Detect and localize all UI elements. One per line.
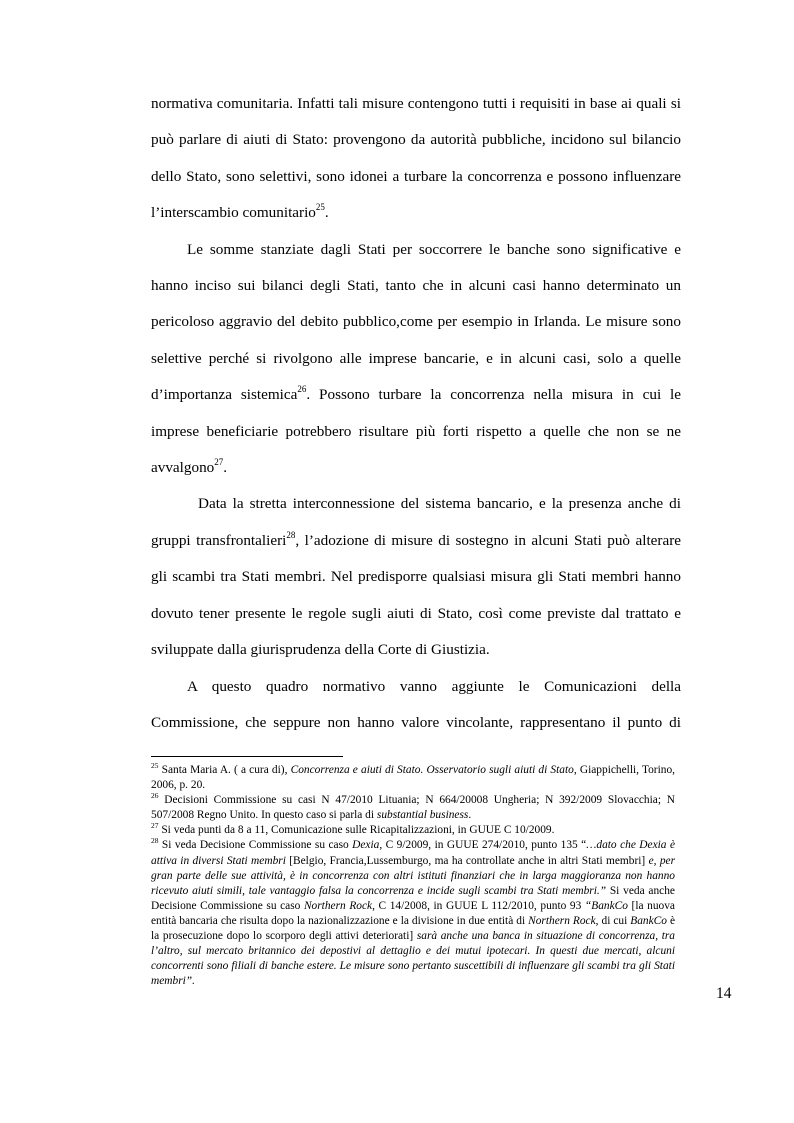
footnote-27: $^{27}$ Si veda punti da 8 a 11, Comunicazione sulle Ricapitalizzazioni, in GUUE C 10/2009. [151, 821, 555, 837]
footnote-separator [151, 756, 343, 757]
footnote-ref-25[interactable]: 25 [315, 202, 325, 213]
paragraph-2: Le somme stanziate dagli Stati per soccorrere le banche sono significative e hanno inciso sui bilanci degli Stati, tanto che in alcuni casi hanno determinato un pericoloso aggravio del debito pubblico,come per esempio in Irlanda. Le misure sono selettive perché si rivolgono alle imprese bancarie, e in alcuni casi, solo a quelle d’importanza sistemica$^{26}$. Possono turbare la concorrenza nella misura in cui le imprese beneficiarie potrebbero risultare più forti rispetto a quelle che non se ne avvalgono$^{27}$. [151, 240, 681, 477]
paragraph-4: A questo quadro normativo vanno aggiunte le Comunicazioni della Commissione, che seppure non hanno valore vincolante, rappresentano il punto di [151, 677, 681, 731]
footnote-28: $^{28}$ Si veda Decisione Commissione su caso Dexia, C 9/2009, in GUUE 274/2010, punto 135 “…dato che Dexia è attiva in diversi Stati membri [Belgio, Francia,Lussemburgo, ma ha controllate anche in altri Stati membri] e, per gran parte delle sue attività, è in concorrenza con altri istituti finanziari che in larga maggioranza non hanno ricevuto aiuti simili, tale vantaggio falsa la concorrenza e incide sugli scambi tra Stati membri.” Si veda anche Decisione Commissione su caso Northern Rock, C 14/2008, in GUUE L 112/2010, punto 93 “BankCo [la nuova entità bancaria che risulta dopo la nazionalizzazione e la divisione in due entità di Northern Rock, di cui BankCo è la prosecuzione dopo lo scorporo degli attivi deteriorati] sarà anche una banca in situazione di concorrenza, tra l’altro, sul mercato britannico dei depostivi al dettaglio e dei mutui ipotecari. In questi due mercati, alcuni concorrenti sono filiali di banche estere. Le misure sono pertanto suscettibili di influenzare gli scambi tra gli Stati membri”. [151, 836, 676, 988]
paragraph-1: normativa comunitaria. Infatti tali misure contengono tutti i requisiti in base ai quali si può parlare di aiuti di Stato: provengono da autorità pubbliche, incidono sul bilancio dello Stato, sono selettivi, sono idonei a turbare la concorrenza e possono influenzare l’interscambio comunitario$^{25}$. [151, 95, 681, 222]
footnote-26: $^{26}$ Decisioni Commissione su casi N 47/2010 Lituania; N 664/20008 Ungheria; N 392/2009 Slovacchia; N 507/2008 Regno Unito. In questo caso si parla di substantial business. [151, 791, 675, 822]
body-text [151, 86, 681, 741]
footnote-ref-27[interactable]: 27 [214, 457, 224, 468]
footnote-ref-26[interactable]: 26 [297, 384, 307, 395]
paragraph-3: Data la stretta interconnessione del sistema bancario, e la presenza anche di gruppi transfrontalieri$^{28}$, l’adozione di misure di sostegno in alcuni Stati può alterare gli scambi tra Stati membri. Nel predisporre qualsiasi misura gli Stati membri hanno dovuto tener presente le regole sugli aiuti di Stato, così come previste dal trattato e sviluppate dalla giurisprudenza della Corte di Giustizia. [151, 495, 681, 659]
paragraph-1-text: normativa comunitaria. Infatti tali misure contengono tutti i requisiti in base ai quali si può parlare di aiuti di Stato: provengono da autorità pubbliche, incidono sul bilancio dello Stato, sono selettivi, sono idonei a turbare la concorrenza e possono influenzare l’interscambio comunitario [151, 95, 681, 222]
footnote-25: $^{25}$ Santa Maria A. ( a cura di), Concorrenza e aiuti di Stato. Osservatorio sugli aiuti di Stato, Giappichelli, Torino, 2006, p. 20. [151, 761, 676, 792]
page-number: 14 [716, 985, 732, 1002]
footnotes [151, 763, 675, 989]
footnote-ref-28[interactable]: 28 [286, 529, 296, 540]
